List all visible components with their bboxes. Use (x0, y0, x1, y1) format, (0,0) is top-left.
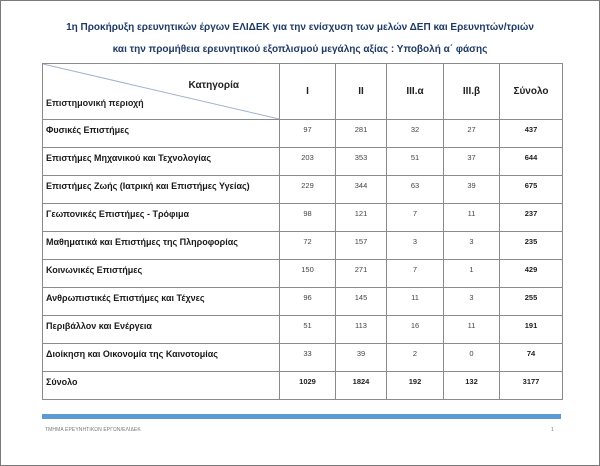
column-header-i: I (280, 64, 336, 120)
category-header-label: Κατηγορία (188, 80, 239, 91)
value-cell: 27 (444, 120, 500, 148)
column-header-ii: II (336, 64, 387, 120)
value-cell: 72 (280, 232, 336, 260)
value-cell: 2 (387, 344, 444, 372)
scientific-area-cell: Φυσικές Επιστήμες (43, 120, 280, 148)
table-row (43, 204, 563, 232)
corner-header-cell (43, 64, 280, 120)
diagonal-divider (43, 64, 279, 119)
row-total-cell: 255 (500, 288, 563, 316)
scientific-area-cell: Μαθηματικά και Επιστήμες της Πληροφορίας (43, 232, 280, 260)
value-cell: 229 (280, 176, 336, 204)
value-cell: 0 (444, 344, 500, 372)
table-row (43, 288, 563, 316)
value-cell: 281 (336, 120, 387, 148)
value-cell: 11 (444, 316, 500, 344)
scientific-area-cell: Γεωπονικές Επιστήμες - Τρόφιμα (43, 204, 280, 232)
value-cell: 344 (336, 176, 387, 204)
row-total-cell: 74 (500, 344, 563, 372)
value-cell: 51 (387, 148, 444, 176)
value-cell: 32 (387, 120, 444, 148)
value-cell: 98 (280, 204, 336, 232)
column-total-cell: 1824 (336, 372, 387, 400)
value-cell: 51 (280, 316, 336, 344)
scientific-area-cell: Επιστήμες Μηχανικού και Τεχνολογίας (43, 148, 280, 176)
scientific-area-cell: Περιβάλλον και Ενέργεια (43, 316, 280, 344)
row-total-cell: 429 (500, 260, 563, 288)
value-cell: 157 (336, 232, 387, 260)
row-total-cell: 191 (500, 316, 563, 344)
table-row (43, 344, 563, 372)
row-total-cell: 235 (500, 232, 563, 260)
column-header-total: Σύνολο (500, 64, 563, 120)
value-cell: 113 (336, 316, 387, 344)
column-header-iii-a: III.α (387, 64, 444, 120)
value-cell: 16 (387, 316, 444, 344)
value-cell: 203 (280, 148, 336, 176)
value-cell: 39 (336, 344, 387, 372)
scientific-area-cell: Ανθρωπιστικές Επιστήμες και Τέχνες (43, 288, 280, 316)
column-header-iii-b: III.β (444, 64, 500, 120)
value-cell: 121 (336, 204, 387, 232)
value-cell: 3 (444, 232, 500, 260)
value-cell: 37 (444, 148, 500, 176)
value-cell: 63 (387, 176, 444, 204)
row-total-cell: 644 (500, 148, 563, 176)
table-row (43, 232, 563, 260)
footer-department: ΤΜΗΜΑ ΕΡΕΥΝΗΤΙΚΩΝ ΕΡΓΩΝ/ΕΛΙΔΕΚ (45, 427, 141, 433)
value-cell: 7 (387, 204, 444, 232)
column-total-cell: 1029 (280, 372, 336, 400)
value-cell: 3 (387, 232, 444, 260)
scientific-area-header-label: Επιστημονική περιοχή (46, 98, 144, 108)
grand-total-cell: 3177 (500, 372, 563, 400)
value-cell: 271 (336, 260, 387, 288)
scientific-area-cell: Κοινωνικές Επιστήμες (43, 260, 280, 288)
column-total-cell: 192 (387, 372, 444, 400)
value-cell: 353 (336, 148, 387, 176)
table-header-row (43, 64, 563, 120)
value-cell: 150 (280, 260, 336, 288)
table-row (43, 260, 563, 288)
value-cell: 7 (387, 260, 444, 288)
table-row (43, 176, 563, 204)
scientific-area-cell: Επιστήμες Ζωής (Ιατρική και Επιστήμες Υγείας) (43, 176, 280, 204)
document-title-line-2: και την προμήθεια ερευνητικού εξοπλισμού μεγάλης αξίας : Υποβολή α΄ φάσης (112, 44, 488, 55)
value-cell: 3 (444, 288, 500, 316)
page-number: 1 (551, 427, 554, 433)
value-cell: 97 (280, 120, 336, 148)
total-row-label: Σύνολο (43, 372, 280, 400)
row-total-cell: 675 (500, 176, 563, 204)
table-row (43, 316, 563, 344)
scientific-area-cell: Διοίκηση και Οικονομία της Καινοτομίας (43, 344, 280, 372)
table-row (43, 120, 563, 148)
value-cell: 96 (280, 288, 336, 316)
footer-divider-bar (42, 414, 561, 419)
total-row (43, 372, 563, 400)
value-cell: 33 (280, 344, 336, 372)
value-cell: 39 (444, 176, 500, 204)
table-row (43, 148, 563, 176)
value-cell: 11 (444, 204, 500, 232)
column-total-cell: 132 (444, 372, 500, 400)
document-title-line-1: 1η Προκήρυξη ερευνητικών έργων ΕΛΙΔΕΚ για την ενίσχυση των μελών ΔΕΠ και Ερευνητών/τριών (66, 22, 534, 33)
value-cell: 1 (444, 260, 500, 288)
submissions-table (42, 63, 563, 400)
row-total-cell: 437 (500, 120, 563, 148)
row-total-cell: 237 (500, 204, 563, 232)
value-cell: 145 (336, 288, 387, 316)
value-cell: 11 (387, 288, 444, 316)
